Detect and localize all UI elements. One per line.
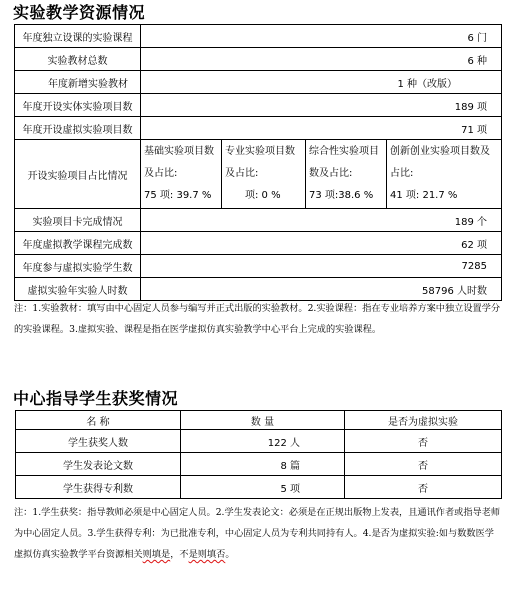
row-value: 6 种 [141, 48, 502, 71]
row-value: 58796 人时数 [141, 278, 502, 301]
row-value: 189 个 [141, 209, 502, 232]
resource-table [14, 24, 502, 301]
row-value: 62 项 [141, 232, 502, 255]
ratio-basic [141, 140, 222, 209]
ratio-value: 项: 0 % [245, 190, 281, 201]
header-count: 数 量 [181, 411, 345, 430]
section2-note [14, 502, 502, 565]
table-row [16, 453, 502, 476]
table-row [15, 25, 502, 48]
section1-title: 实验教学资源情况 [13, 3, 146, 22]
award-name: 学生发表论文数 [16, 453, 181, 476]
ratio-row [15, 140, 502, 209]
row-value: 7285 [141, 255, 502, 278]
row-value: 189 项 [141, 94, 502, 117]
row-label: 年度虚拟教学课程完成数 [15, 232, 141, 255]
table-header-row [16, 411, 502, 430]
ratio-value: 73 项:38.6 % [309, 190, 374, 201]
ratio-text: 基础实验项目数及占比: [144, 146, 214, 179]
table-row [15, 71, 502, 94]
ratio-innovation [387, 140, 502, 209]
award-virtual: 否 [345, 453, 502, 476]
ratio-text: 综合性实验项目数及占比: [309, 146, 379, 179]
row-label: 实验教材总数 [15, 48, 141, 71]
award-virtual: 否 [345, 476, 502, 499]
table-row [15, 117, 502, 140]
section2-title: 中心指导学生获奖情况 [13, 389, 179, 408]
table-row [15, 94, 502, 117]
note-text: ，不 [170, 549, 189, 560]
ratio-comprehensive [306, 140, 387, 209]
awards-table [15, 410, 502, 499]
table-row [15, 255, 502, 278]
section1-note: 注：1.实验教材：填写由中心固定人员参与编写并正式出版的实验教材。2.实验课程：指在专业培养方案中独立设置学分的实验课程。3.虚拟实验、课程是指在医学虚拟仿真实验教学中心平台上完成的实验课程。 [14, 303, 501, 335]
row-label: 年度新增实验教材 [15, 71, 141, 94]
table-row [15, 48, 502, 71]
table-row [16, 476, 502, 499]
row-label: 年度参与虚拟实验学生数 [15, 255, 141, 278]
row-label: 实验项目卡完成情况 [15, 209, 141, 232]
ratio-text: 创新创业实验项目数及占比: [390, 146, 490, 179]
row-value: 1 种（改版） [141, 71, 502, 94]
header-virtual: 是否为虚拟实验 [345, 411, 502, 430]
award-name: 学生获得专利数 [16, 476, 181, 499]
ratio-text: 专业实验项目数及占比: [225, 146, 295, 179]
row-value: 6 门 [141, 25, 502, 48]
header-name: 名 称 [16, 411, 181, 430]
ratio-major [222, 140, 306, 209]
award-count: 122 人 [181, 430, 345, 453]
note-text: 。 [225, 549, 235, 560]
award-count: 8 篇 [181, 453, 345, 476]
ratio-value: 41 项: 21.7 % [390, 190, 458, 201]
award-count: 5 项 [181, 476, 345, 499]
ratio-label: 开设实验项目占比情况 [15, 140, 141, 209]
row-label: 年度开设虚拟实验项目数 [15, 117, 141, 140]
row-label: 虚拟实验年实验人时数 [15, 278, 141, 301]
award-virtual: 否 [345, 430, 502, 453]
note-highlight: 是则填否 [188, 549, 226, 560]
note-highlight: 则填是 [142, 549, 171, 560]
row-label: 年度独立设课的实验课程 [15, 25, 141, 48]
row-value: 71 项 [141, 117, 502, 140]
row-label: 年度开设实体实验项目数 [15, 94, 141, 117]
award-name: 学生获奖人数 [16, 430, 181, 453]
note-text: 注：1.学生获奖：指导教师必须是中心固定人员。2.学生发表论文：必须是在正规出版物上发表，且通讯作者或指导老师为中心固定人员。3.学生获得专利：为已批准专利，中心固定人员为专利共同持有人。4.是否为虚拟实验:如与数数医学虚拟仿真实验教学平台资源相关 [14, 507, 501, 560]
table-row [15, 232, 502, 255]
table-row [15, 209, 502, 232]
ratio-value: 75 项: 39.7 % [144, 190, 212, 201]
table-row [16, 430, 502, 453]
